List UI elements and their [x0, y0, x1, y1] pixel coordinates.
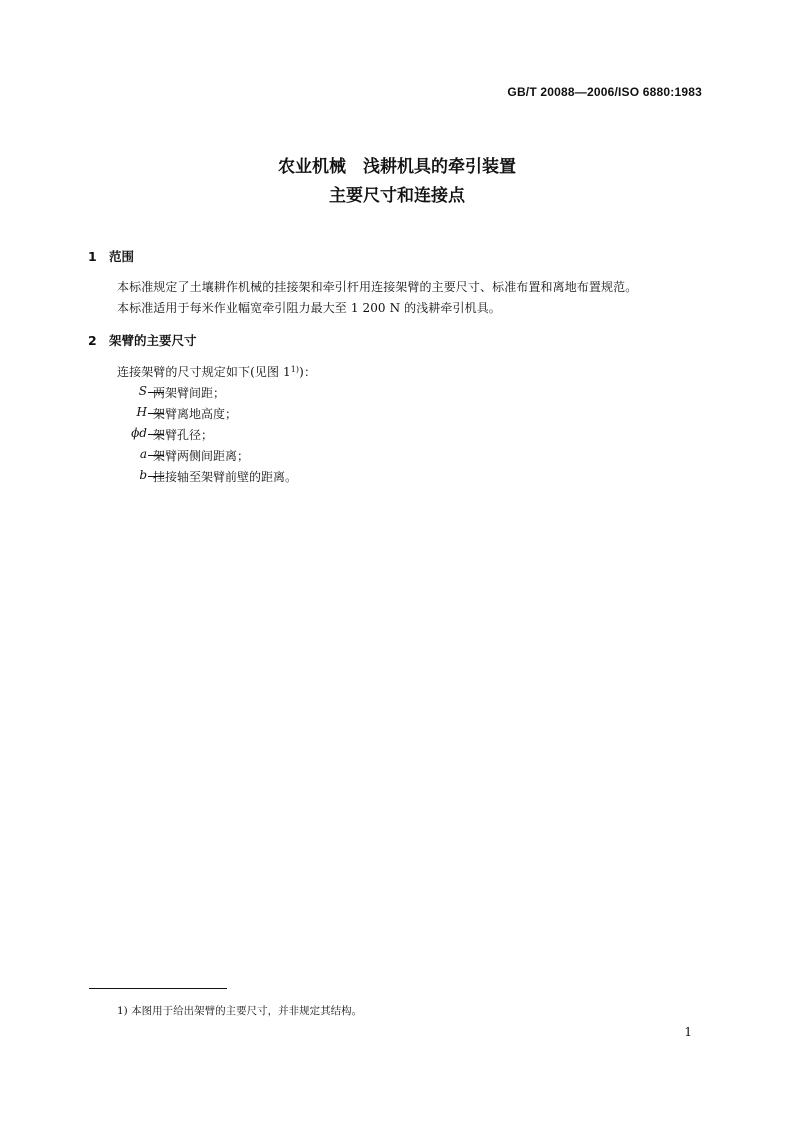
footnote-text: 本图用于给出架臂的主要尺寸，并非规定其结构。 [131, 1005, 363, 1017]
definition-text: 架臂两侧间距离； [153, 449, 250, 463]
footnote-divider [89, 988, 227, 989]
scope-paragraph-2: 本标准适用于每米作业幅宽牵引阻力最大至 1 200 N 的浅耕牵引机具。 [117, 301, 501, 315]
definition-text: 架臂孔径； [153, 428, 214, 442]
section-title: 范围 [109, 249, 135, 264]
standard-code: GB/T 20088—2006/ISO 6880:1983 [507, 85, 702, 99]
definition-symbol: a [139, 447, 147, 461]
document-title-line1: 农业机械 浅耕机具的牵引装置 [278, 157, 516, 177]
section-heading-scope [88, 247, 134, 265]
section-heading-dimensions [88, 331, 197, 349]
dimensions-intro [117, 363, 316, 380]
scope-paragraph-1: 本标准规定了土壤耕作机械的挂接架和牵引杆用连接架臂的主要尺寸、标准布置和离地布置规范。 [117, 280, 638, 294]
definition-symbol: S [138, 384, 147, 398]
footnote [117, 1003, 362, 1018]
definition-symbol: H [136, 405, 147, 419]
definition-text: 架臂离地高度； [153, 407, 238, 421]
intro-text: 连接架臂的尺寸规定如下(见图 1 [117, 365, 291, 379]
page-number: 1 [684, 1025, 692, 1039]
footnote-marker: 1) [117, 1005, 128, 1017]
definition-text: 挂接轴至架臂前壁的距离。 [153, 470, 298, 484]
document-title-line2: 主要尺寸和连接点 [329, 186, 465, 206]
definition-symbol: ϕd [131, 426, 147, 440]
intro-end: )： [299, 365, 317, 379]
section-number: 1 [88, 249, 97, 264]
footnote-reference[interactable]: 1) [290, 365, 300, 374]
section-title: 架臂的主要尺寸 [109, 333, 197, 348]
definition-symbol: b [139, 468, 147, 482]
definition-text: 两架臂间距； [153, 386, 226, 400]
section-number: 2 [88, 333, 97, 348]
